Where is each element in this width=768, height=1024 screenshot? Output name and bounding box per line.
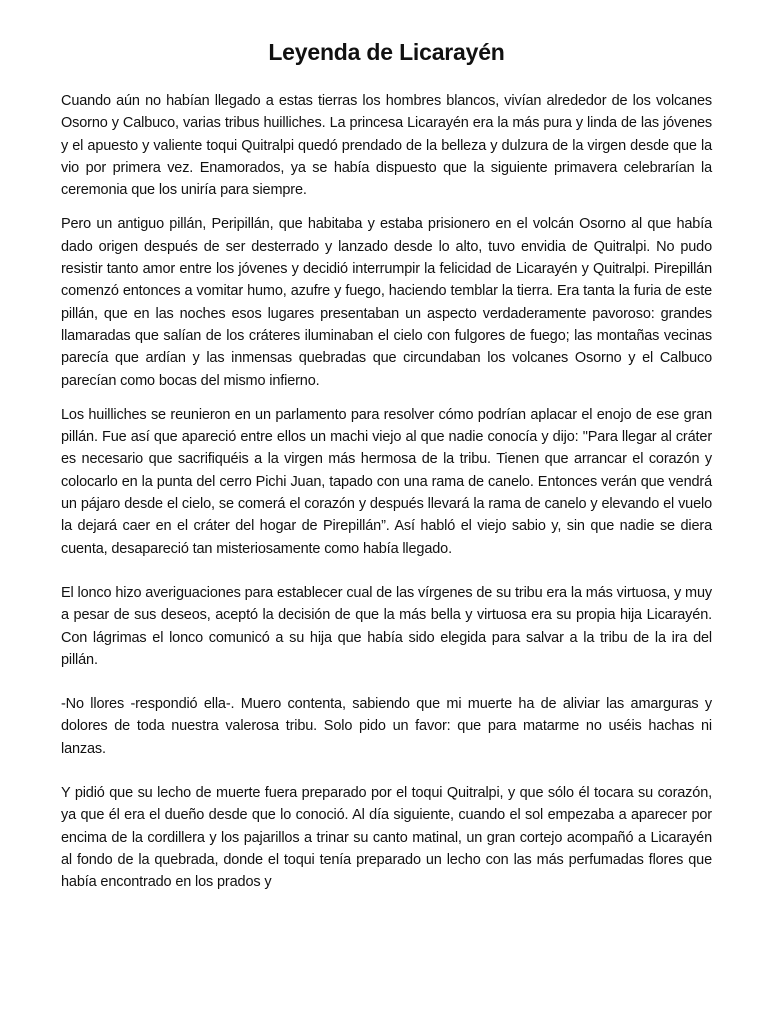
paragraph-1: Cuando aún no habían llegado a estas tierras los hombres blancos, vivían alrededor de los volcanes Osorno y Calbuco, varias tribus huilliches. La princesa Licarayén era la más pura y linda de las jóvenes y el apuesto y valiente toqui Quitralpi quedó prendado de la belleza y dulzura de la virgen desde que la vio por primera vez. Enamorados, ya se había dispuesto que la siguiente primavera celebrarían la ceremonia que los uniría para siempre. [61, 93, 712, 199]
paragraph-5: -No llores -respondió ella-. Muero contenta, sabiendo que mi muerte ha de aliviar las amarguras y dolores de toda nuestra valerosa tribu. Solo pido un favor: que para matarme no uséis hachas ni lanzas. [61, 696, 712, 757]
page-title: Leyenda de Licarayén [268, 39, 505, 65]
paragraph-2: Pero un antiguo pillán, Peripillán, que habitaba y estaba prisionero en el volcán Osorno al que había dado origen después de ser desterrado y lanzado desde lo alto, tuvo envidia de Quitralpi. No pudo resistir tanto amor entre los jóvenes y decidió interrumpir la felicidad de Licarayén y Quitralpi. Pirepillán comenzó entonces a vomitar humo, azufre y fuego, haciendo temblar la tierra. Era tanta la furia de este pillán, que en las noches esos lugares presentaban un aspecto verdaderamente pavoroso: grandes llamaradas que salían de los cráteres iluminaban el cielo con fulgores de fuego; las montañas vecinas parecía que ardían y las inmensas quebradas que circundaban los volcanes Osorno y el Calbuco parecían como bocas del mismo infierno. [61, 216, 712, 389]
paragraph-4: El lonco hizo averiguaciones para establecer cual de las vírgenes de su tribu era la más virtuosa, y muy a pesar de sus deseos, aceptó la decisión de que la más bella y virtuosa era su propia hija Licarayén. Con lágrimas el lonco comunicó a su hija que había sido elegida para salvar a la tribu de la ira del pillán. [61, 584, 712, 668]
paragraph-6: Y pidió que su lecho de muerte fuera preparado por el toqui Quitralpi, y que sólo él tocara su corazón, ya que él era el dueño desde que lo conoció. Al día siguiente, cuando el sol empezaba a aparecer por encima de la cordillera y los pajarillos a trinar su canto matinal, un gran cortejo acompañó a Licarayén al fondo de la quebrada, donde el toqui tenía preparado un lecho con las más perfumadas flores que había encontrado en los prados y [61, 785, 712, 891]
paragraph-3: Los huilliches se reunieron en un parlamento para resolver cómo podrían aplacar el enojo de ese gran pillán. Fue así que apareció entre ellos un machi viejo al que nadie conocía y dijo: "Para llegar al cráter es necesario que sacrifiquéis a la virgen más hermosa de la tribu. Tienen que arrancar el corazón y colocarlo en la punta del cerro Pichi Juan, tapado con una rama de canelo. Entonces verán que vendrá un pájaro desde el cielo, se comerá el corazón y después llevará la rama de canelo y elevando el vuelo la dejará caer en el cráter del hogar de Pirepillán”. Así habló el viejo sabio y, sin que nadie se diera cuenta, desapareció tan misteriosamente como había llegado. [61, 406, 712, 557]
